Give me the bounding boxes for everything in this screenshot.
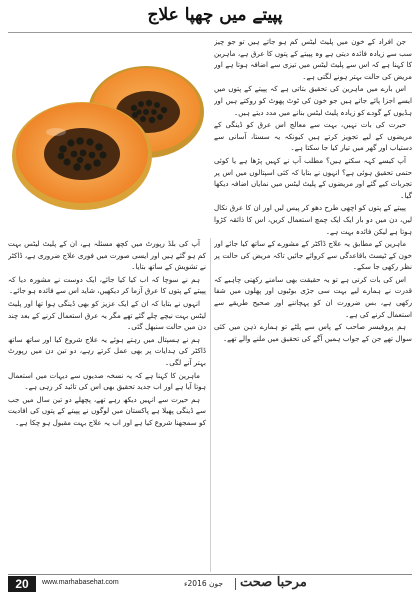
magazine-logo: مرحبا صحت — [240, 575, 307, 590]
paragraph: اس بارے میں ماہرین کی تحقیق بتاتی ہے کہ پپیتے کے پتوں میں ایسے اجزا پائے جاتے ہیں جو خون کی ٹوٹ پھوٹ کو روکتے ہیں اور ہڈیوں کے گودے کو زیادہ پلیٹ لیٹس بنانے میں مدد دیتے ہیں۔ — [214, 84, 412, 117]
article-column-left — [8, 238, 206, 572]
paragraph: ماہرین کے مطابق یہ علاج ڈاکٹر کے مشورے کے ساتھ کیا جائے اور خون کے ٹیسٹ باقاعدگی سے کروائے جائیں تاکہ مریض کی حالت پر نظر رکھی جا سکے۔ — [214, 239, 412, 272]
paragraph: آپ کی بلڈ رپورٹ میں کچھ مسئلہ ہے، ان کے پلیٹ لیٹس بہت کم ہو گئے ہیں اور ایسی صورت میں فوری علاج ضروری ہے، ڈاکٹر نے تشویش کے ساتھ بتایا۔ — [8, 239, 206, 272]
column-divider — [210, 238, 211, 572]
article-column-right — [214, 36, 412, 572]
title-divider — [8, 32, 412, 33]
footer-separator — [235, 578, 236, 590]
paragraph: ہم پروفیسر صاحب کے پاس سے پلٹے تو ہمارے ذہن میں کئی سوال تھے جن کے جواب ہمیں آگے کی تحقیق میں ملنے والے تھے۔ — [214, 322, 412, 343]
page-footer — [8, 574, 412, 593]
papaya-photo — [8, 36, 206, 232]
paragraph: آپ کیسے کہہ سکتے ہیں؟ مطلب آپ نے کہیں پڑھا ہے یا کوئی حتمی تحقیق ہوئی ہے؟ انہوں نے بتایا کہ کئی اسپتالوں میں اس پر تجربات کیے گئے اور مریضوں کے پلیٹ لیٹس میں نمایاں اضافہ دیکھا گیا۔ — [214, 155, 412, 200]
paragraph: حیرت کی بات نہیں، بہت سے معالج اس عرق کو ڈینگی کے مریضوں کے لیے تجویز کرتے ہیں کیونکہ یہ سستا، آسانی سے دستیاب اور گھر میں تیار کیا جا سکتا ہے۔ — [214, 120, 412, 153]
paragraph: انہوں نے بتایا کہ ان کے ایک عزیز کو بھی ڈینگی ہوا تھا اور پلیٹ لیٹس بہت نیچے چلے گئے تھے مگر یہ عرق استعمال کرنے کے بعد چند دن میں حالت سنبھل گئی۔ — [8, 298, 206, 332]
paragraph: ہم نے ہسپتال میں رہتے ہوئے یہ علاج شروع کیا اور ساتھ ساتھ ڈاکٹر کی ہدایات پر بھی عمل کرتے رہے، دو تین دن میں رپورٹ بہتر آنے لگی۔ — [8, 334, 206, 367]
paragraph: پپیتے کے پتوں کو اچھی طرح دھو کر پیس لیں اور ان کا عرق نکال لیں، دن میں دو بار ایک ایک چمچ استعمال کریں، اس کا ذائقہ کڑوا ہوتا ہے لیکن فائدہ بہت ہے۔ — [214, 203, 412, 236]
papaya-front-half — [12, 102, 152, 210]
papaya-halves-icon — [8, 36, 206, 232]
paragraph: ہم نے سوچا کہ اب کیا کیا جائے، ایک دوست نے مشورہ دیا کہ پپیتے کے پتوں کا عرق آزما کر دیکھیں، شاید اس سے فائدہ ہو جائے۔ — [8, 274, 206, 296]
paragraph: ماہرین کا کہنا ہے کہ یہ نسخہ صدیوں سے دیہات میں استعمال ہوتا آیا ہے اور اب جدید تحقیق بھی اس کی تائید کر رہی ہے۔ — [8, 370, 206, 392]
page-number: 20 — [8, 576, 36, 592]
paragraph: اس کی بات کرنی ہے تو یہ حقیقت بھی سامنے رکھنی چاہیے کہ قدرت نے ہمارے لیے بہت سی جڑی بوٹیوں اور پھلوں میں شفا رکھی ہے، بس ضرورت ان کو پہچاننے اور صحیح طریقے سے استعمال کرنے کی ہے۔ — [214, 274, 412, 319]
paragraph: ہم حیرت سے انہیں دیکھ رہے تھے، پچھلے دو تین سال میں جب سے ڈینگی پھیلا ہے پاکستان میں لوگوں نے پپیتے کے پتوں کی افادیت کو سمجھنا شروع کیا ہے اور اب یہ علاج بہت مقبول ہو چکا ہے۔ — [8, 394, 206, 427]
issue-date: جون 2016ء — [184, 579, 224, 588]
paragraph: جن افراد کے خون میں پلیٹ لیٹس کم ہو جاتے ہیں تو جو چیز سب سے زیادہ فائدہ دیتی ہے وہ پپیتے کے پتوں کا عرق ہے، ماہرین کا کہنا ہے کہ اس سے پلیٹ لیٹس میں تیزی سے اضافہ ہوتا ہے اور مریض کی حالت بہتر ہونے لگتی ہے۔ — [214, 37, 412, 81]
website-link[interactable]: www.marhabasehat.com — [42, 579, 119, 586]
article-title: پپیتے میں چھپا علاج — [147, 5, 283, 25]
